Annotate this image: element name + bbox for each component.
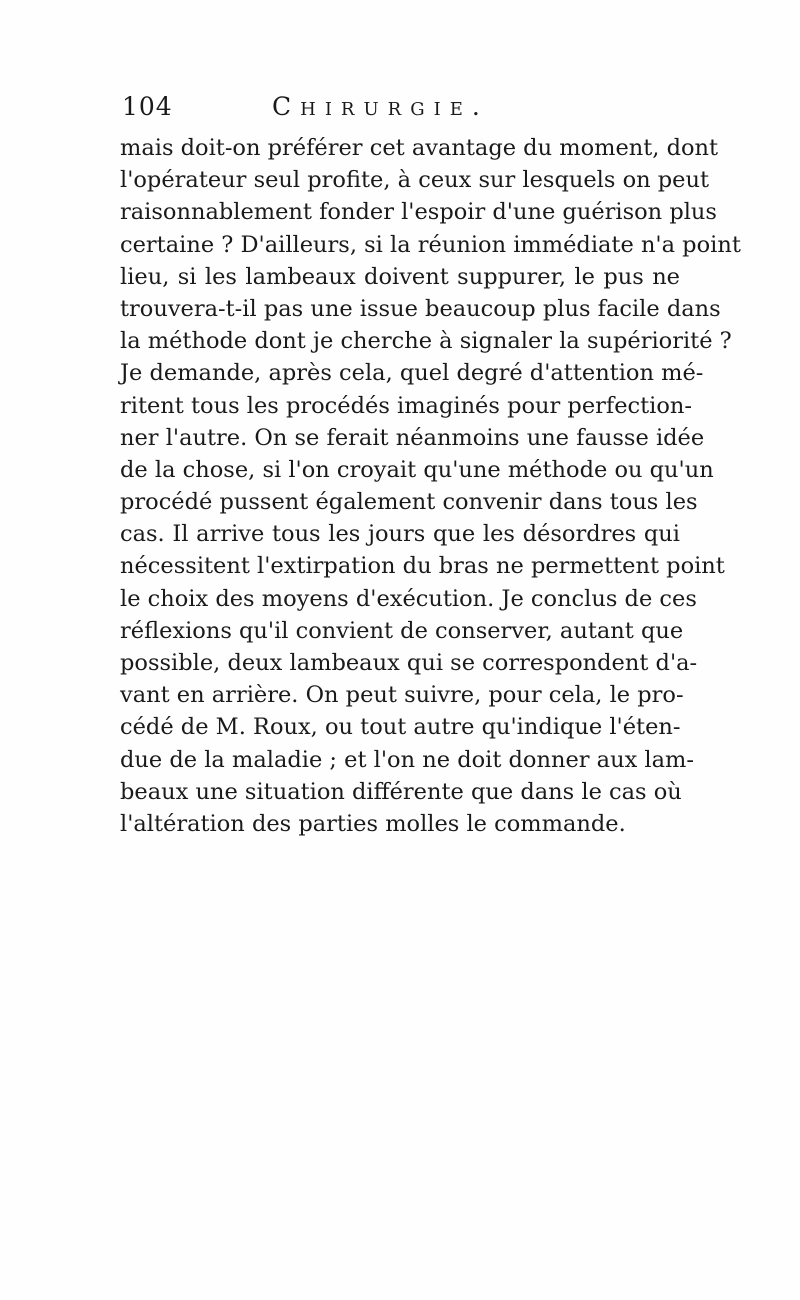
text-line: de la chose, si l'on croyait qu'une méthode ou qu'un — [120, 456, 714, 483]
text-line: nécessitent l'extirpation du bras ne permettent point — [120, 553, 725, 580]
text-line: certaine ? D'ailleurs, si la réunion immédiate n'a point — [120, 231, 741, 258]
text-line: cédé de M. Roux, ou tout autre qu'indique l'éten- — [120, 714, 681, 741]
running-head — [122, 92, 682, 132]
text-line: l'opérateur seul profite, à ceux sur lesquels on peut — [120, 167, 710, 194]
page-number: 104 — [122, 92, 173, 121]
text-line: mais doit-on préférer cet avantage du moment, dont — [120, 135, 719, 161]
text-line: la méthode dont je cherche à signaler la supériorité ? — [120, 328, 732, 355]
text-line: procédé pussent également convenir dans tous les — [120, 489, 698, 516]
text-line: cas. Il arrive tous les jours que les désordres qui — [120, 521, 680, 548]
text-line: raisonnablement fonder l'espoir d'une guérison plus — [120, 199, 717, 226]
text-line: Je demande, après cela, quel degré d'attention mé- — [120, 360, 704, 387]
text-line: ritent tous les procédés imaginés pour perfection- — [120, 392, 693, 419]
text-line: vant en arrière. On peut suivre, pour cela, le pro- — [120, 682, 684, 709]
body-text — [120, 132, 741, 840]
text-line: lieu, si les lambeaux doivent suppurer, le pus ne — [120, 263, 680, 290]
text-line: beaux une situation différente que dans le cas où — [120, 778, 682, 805]
text-line: ner l'autre. On se ferait néanmoins une fausse idée — [120, 424, 705, 451]
text-line: due de la maladie ; et l'on ne doit donner aux lam- — [120, 746, 694, 773]
text-line: l'altération des parties molles le commande. — [120, 810, 626, 837]
text-line: possible, deux lambeaux qui se correspondent d'a- — [120, 650, 698, 676]
text-line: le choix des moyens d'exécution. Je conclus de ces — [120, 585, 697, 612]
text-line: trouvera-t-il pas une issue beaucoup plus facile dans — [120, 295, 721, 322]
text-line: réflexions qu'il convient de conserver, autant que — [120, 617, 684, 644]
running-title: Chirurgie. — [272, 92, 489, 121]
